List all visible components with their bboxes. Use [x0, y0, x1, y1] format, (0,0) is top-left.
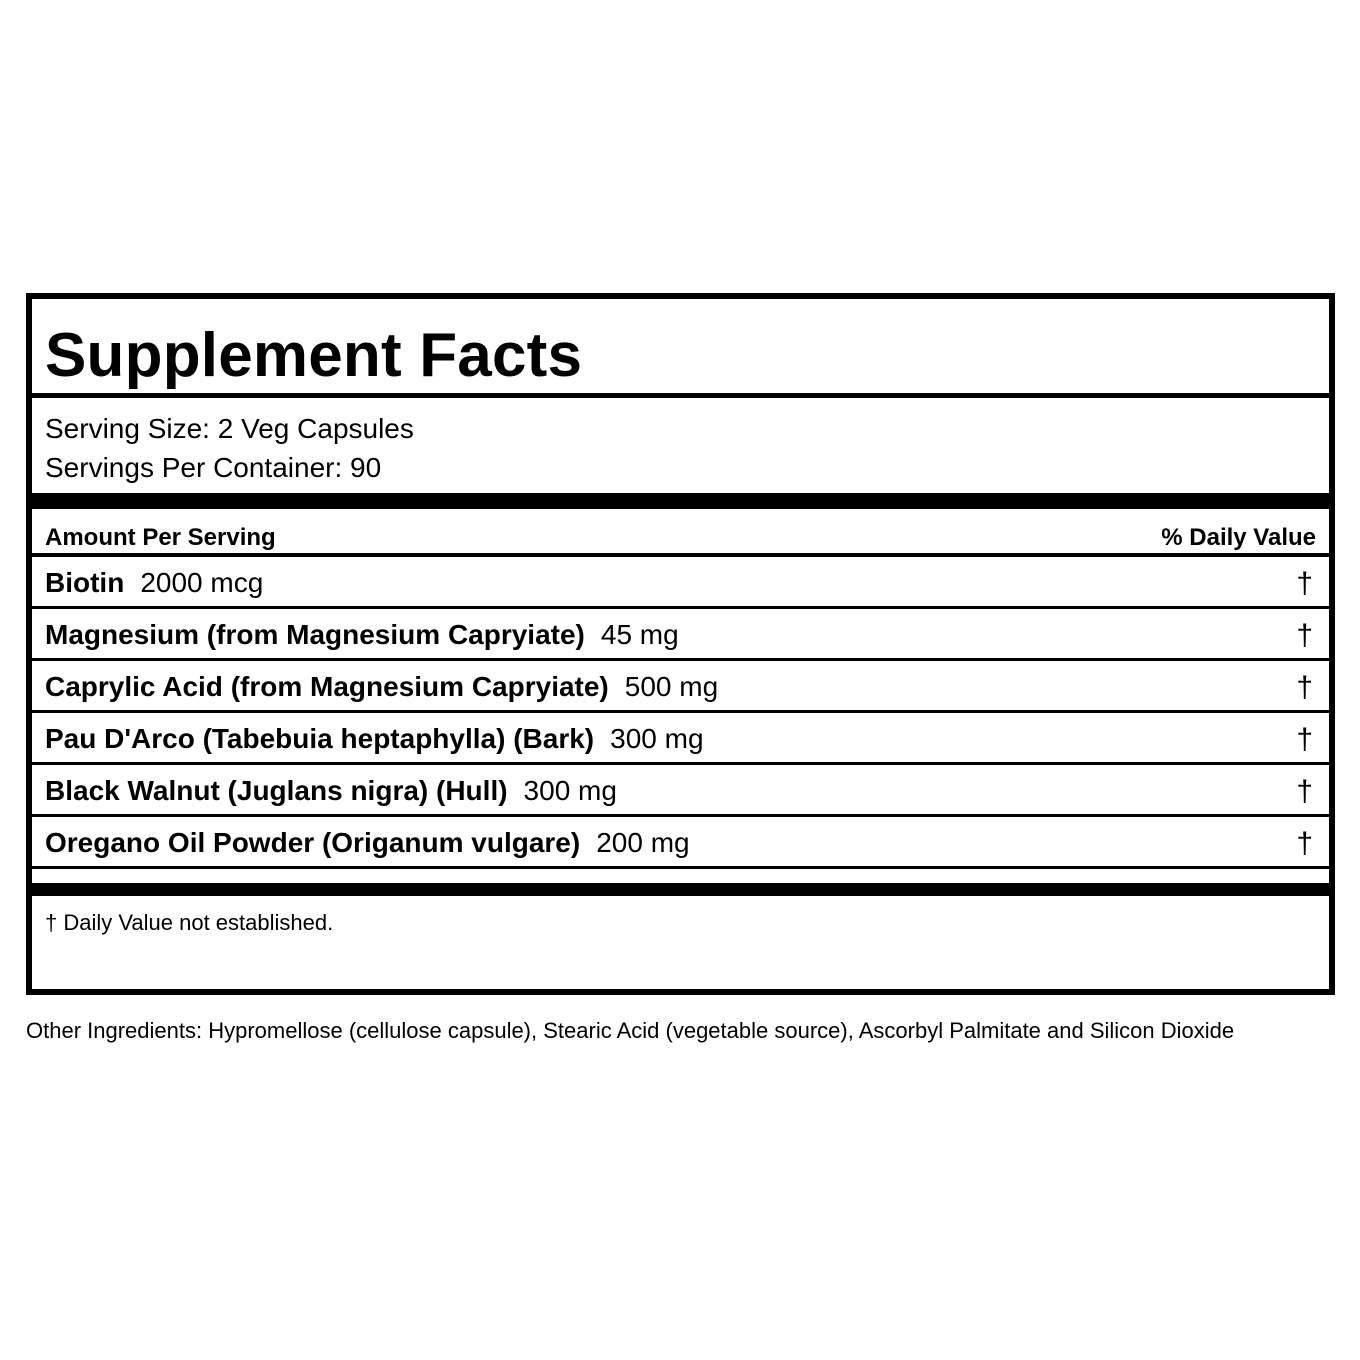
amount-per-serving-header: Amount Per Serving — [45, 524, 276, 551]
nutrient-row-black-walnut — [32, 765, 1329, 814]
dagger-symbol: † — [1296, 827, 1313, 860]
nutrient-amount: 45 mg — [600, 619, 679, 650]
dagger-symbol: † — [1296, 567, 1313, 600]
nutrient-amount: 2000 mcg — [140, 567, 264, 598]
nutrient-text — [45, 673, 718, 701]
nutrient-text — [45, 829, 690, 857]
thick-divider-top — [32, 493, 1329, 509]
supplement-facts-title: Supplement Facts — [45, 321, 583, 390]
dagger-symbol: † — [1296, 671, 1313, 704]
nutrient-row-pau-darco — [32, 713, 1329, 762]
thick-divider-bottom — [32, 883, 1329, 896]
other-ingredients: Other Ingredients: Hypromellose (cellulose capsule), Stearic Acid (vegetable source), Ascorbyl Palmitate and Silicon Dioxide — [26, 1018, 1235, 1043]
nutrient-row-caprylic-acid — [32, 661, 1329, 710]
servings-per-container: Servings Per Container: 90 — [45, 452, 382, 483]
nutrient-name: Caprylic Acid (from Magnesium Capryiate) — [45, 671, 609, 702]
nutrient-row-biotin — [32, 557, 1329, 606]
row-divider — [32, 866, 1329, 869]
dagger-symbol: † — [1296, 775, 1313, 808]
nutrient-text — [45, 725, 704, 753]
dagger-symbol: † — [1296, 723, 1313, 756]
nutrient-text — [45, 621, 679, 649]
nutrient-amount: 500 mg — [624, 671, 719, 702]
nutrient-text — [45, 777, 617, 805]
nutrient-name: Biotin — [45, 567, 125, 598]
nutrient-name: Pau D'Arco (Tabebuia heptaphylla) (Bark) — [45, 723, 595, 754]
daily-value-footnote: † Daily Value not established. — [45, 910, 334, 935]
title-divider — [32, 393, 1329, 398]
nutrient-amount: 300 mg — [610, 723, 704, 754]
nutrient-name: Black Walnut (Juglans nigra) (Hull) — [45, 775, 508, 806]
nutrient-text — [45, 569, 263, 597]
dagger-symbol: † — [1296, 619, 1313, 652]
supplement-facts-panel — [26, 293, 1335, 995]
daily-value-header: % Daily Value — [1161, 524, 1316, 551]
nutrient-row-oregano-oil — [32, 817, 1329, 866]
nutrient-name: Oregano Oil Powder (Origanum vulgare) — [45, 827, 581, 858]
nutrient-name: Magnesium (from Magnesium Capryiate) — [45, 619, 585, 650]
nutrient-row-magnesium — [32, 609, 1329, 658]
nutrient-amount: 300 mg — [523, 775, 617, 806]
nutrient-amount: 200 mg — [596, 827, 690, 858]
serving-size: Serving Size: 2 Veg Capsules — [45, 413, 414, 444]
